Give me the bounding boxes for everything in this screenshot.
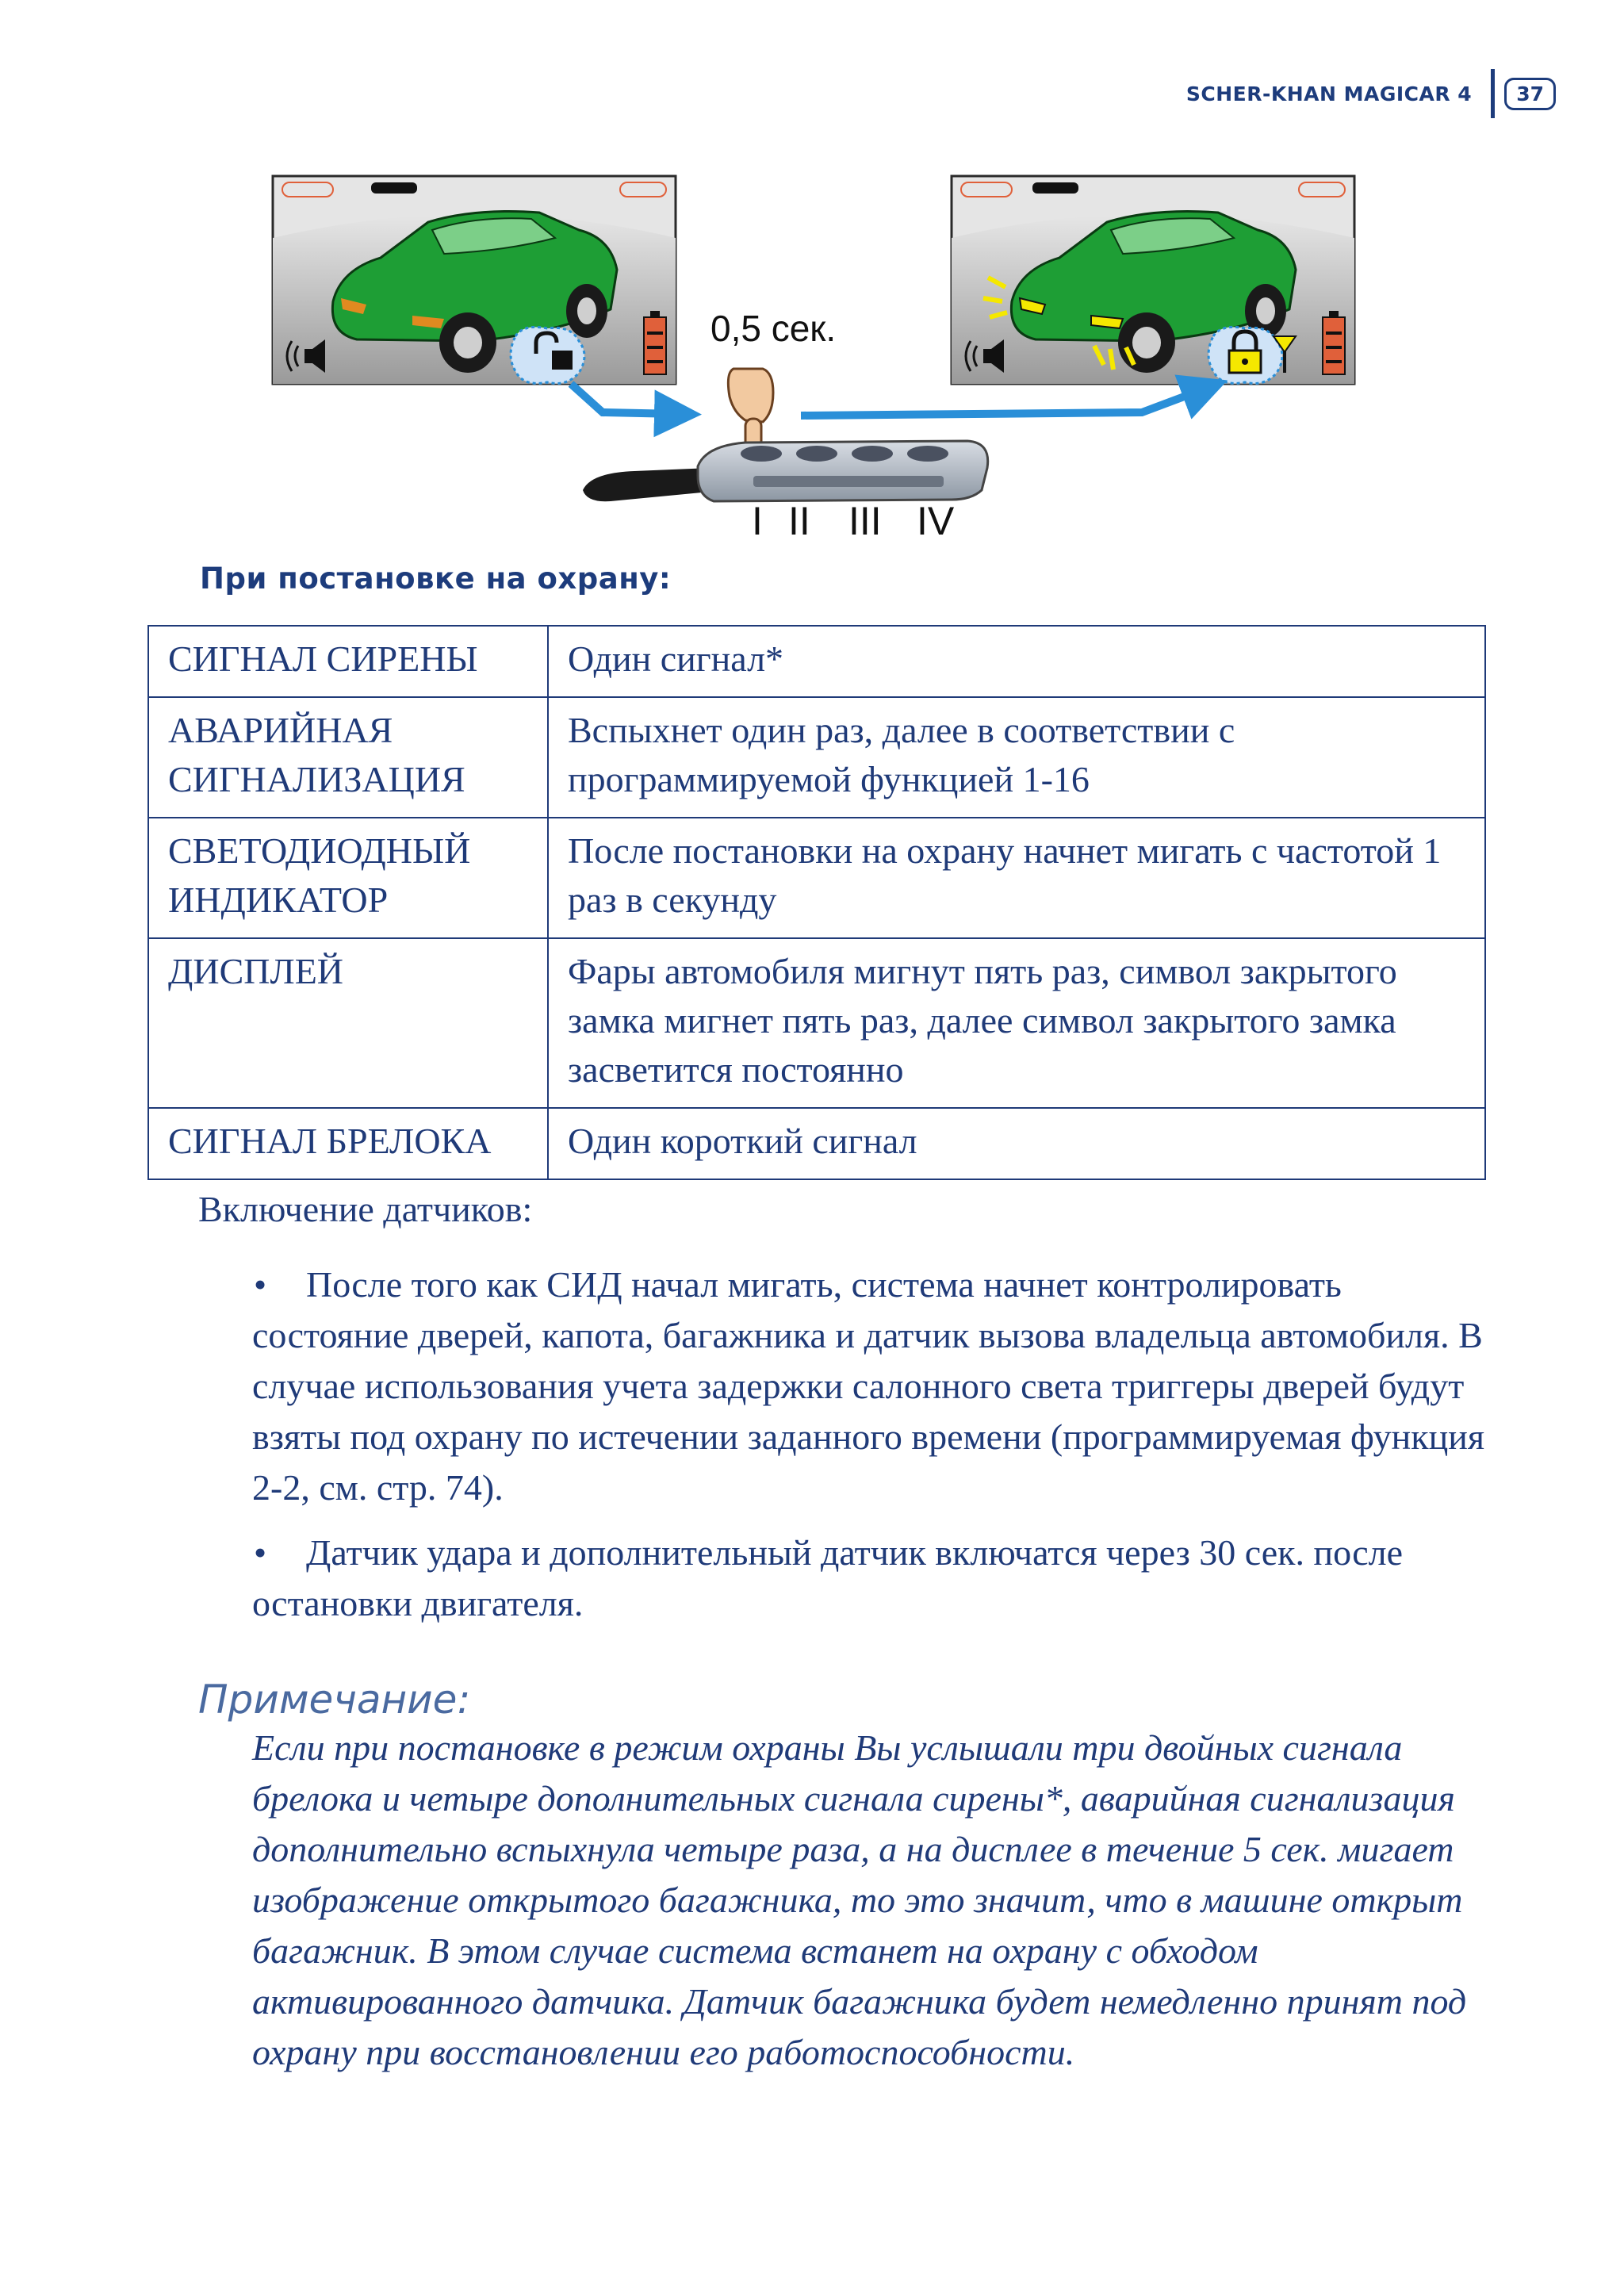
battery-icon bbox=[644, 311, 666, 374]
button-label-4: IV bbox=[917, 499, 955, 543]
display-after bbox=[952, 176, 1354, 384]
battery-icon bbox=[1323, 311, 1345, 374]
list-item-text: После того как СИД начал мигать, система начнет контролировать состояние дверей, капота, багажника и датчик вызова владельца автомобиля. В случае использования учета задержки салонного света триггеры дверей будут взяты под охрану по истечении заданного времени (программируемая функция 2-2, см. стр. 74). bbox=[252, 1264, 1484, 1508]
row-value: Один сигнал* bbox=[548, 626, 1485, 697]
row-label: СИГНАЛ СИРЕНЫ bbox=[148, 626, 548, 697]
row-label: СИГНАЛ БРЕЛОКА bbox=[148, 1108, 548, 1179]
key-fob bbox=[583, 441, 988, 501]
table-row bbox=[148, 818, 1485, 938]
fob-button-1 bbox=[741, 446, 782, 462]
note-text: Если при постановке в режим охраны Вы услышали три двойных сигнала брелока и четыре дополнительных сигнала сирены*, аварийная сигнализация дополнительно вспыхнула четыре раза, а на дисплее в течение 5 сек. мигает изображение открытого багажника, то это значит, что в машине открыт багажник. В этом случае система встанет на охрану с обходом активированного датчика. Датчик багажника будет немедленно принят под охрану при восстановлении его работоспособности. bbox=[252, 1727, 1467, 2072]
arming-table bbox=[147, 625, 1486, 1180]
button-label-2: II bbox=[788, 499, 810, 543]
list-item bbox=[252, 1527, 1489, 1629]
bullet-icon: • bbox=[254, 1532, 267, 1573]
note-title: Примечание: bbox=[198, 1677, 471, 1723]
row-value: Один короткий сигнал bbox=[548, 1108, 1485, 1179]
sensor-list bbox=[252, 1259, 1489, 1643]
table-row bbox=[148, 697, 1485, 818]
button-label-1: I bbox=[752, 499, 763, 543]
fob-button-3 bbox=[852, 446, 893, 462]
brand-title: SCHER-KHAN MAGICAR 4 bbox=[1185, 82, 1473, 105]
row-value: Вспыхнет один раз, далее в соответствии с программируемой функцией 1-16 bbox=[548, 697, 1485, 818]
sensors-intro: Включение датчиков: bbox=[198, 1189, 533, 1229]
button-label-3: III bbox=[848, 499, 882, 543]
fob-button-2 bbox=[796, 446, 837, 462]
row-value: Фары автомобиля мигнут пять раз, символ закрытого замка мигнет пять раз, далее символ закрытого замка засветится постоянно bbox=[548, 938, 1485, 1108]
row-label: ДИСПЛЕЙ bbox=[148, 938, 548, 1108]
fob-button-4 bbox=[907, 446, 948, 462]
row-value: После постановки на охрану начнет мигать с частотой 1 раз в секунду bbox=[548, 818, 1485, 938]
table-row bbox=[148, 1108, 1485, 1179]
arming-illustration bbox=[0, 0, 1624, 555]
bullet-icon: • bbox=[254, 1264, 267, 1305]
table-row bbox=[148, 938, 1485, 1108]
row-label: СВЕТОДИОДНЫЙ ИНДИКАТОР bbox=[148, 818, 548, 938]
page-number: 37 bbox=[1504, 78, 1556, 110]
arrow-to-fob bbox=[571, 384, 678, 414]
arrow-to-display bbox=[801, 389, 1205, 416]
table-row bbox=[148, 626, 1485, 697]
list-item-text: Датчик удара и дополнительный датчик включатся через 30 сек. после остановки двигателя. bbox=[252, 1532, 1404, 1623]
section-title: При постановке на охрану: bbox=[200, 562, 672, 596]
row-label: АВАРИЙНАЯ СИГНАЛИЗАЦИЯ bbox=[148, 697, 548, 818]
display-before bbox=[273, 176, 676, 384]
list-item bbox=[252, 1259, 1489, 1513]
press-time-label: 0,5 сек. bbox=[710, 308, 837, 349]
